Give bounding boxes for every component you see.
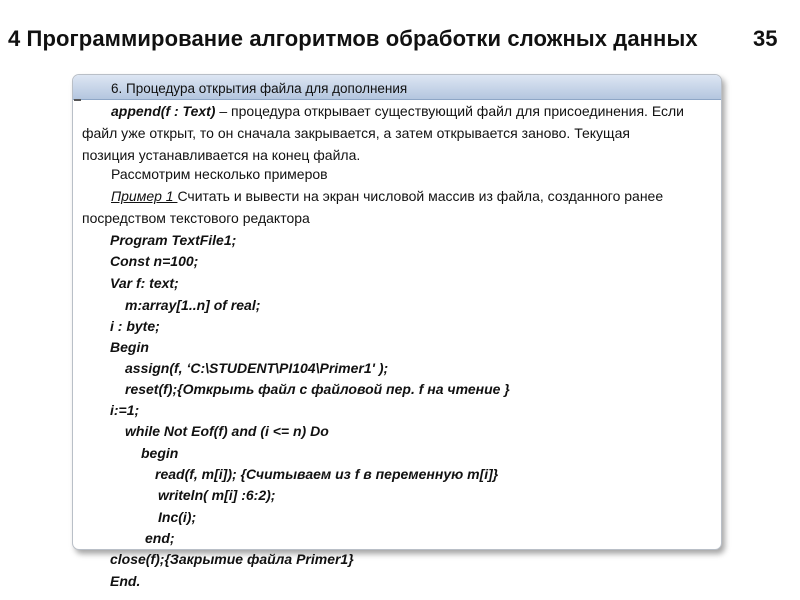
- code-line: end;: [145, 530, 175, 546]
- append-description-line-2: файл уже открыт, то он сначала закрывается, а затем открывается заново. Текущая: [82, 125, 630, 141]
- append-description-line-1: [111, 103, 684, 120]
- example-1-text: Считать и вывести на экран числовой массив из файла, созданного ранее: [177, 188, 664, 204]
- code-line: End.: [110, 573, 141, 589]
- page-number: 35: [753, 26, 778, 51]
- code-line: Var f: text;: [110, 275, 179, 291]
- section-heading: 6. Процедура открытия файла для дополнения: [111, 81, 408, 96]
- code-line: Inc(i);: [158, 509, 197, 525]
- code-line: Begin: [110, 339, 149, 355]
- code-line: Program TextFile1;: [110, 232, 237, 248]
- code-line: m:array[1..n] of real;: [125, 297, 261, 313]
- example-1-label: Пример 1: [111, 188, 178, 204]
- code-line: assign(f, ‘C:\STUDENT\PI104\Primer1' );: [125, 360, 389, 376]
- code-line: reset(f);{Открыть файл с файловой пер. f на чтение }: [125, 381, 510, 397]
- append-signature: append(f : Text): [111, 103, 216, 119]
- example-1-line-1: [111, 188, 663, 205]
- slide-title: 4 Программирование алгоритмов обработки сложных данных: [8, 26, 698, 51]
- append-description-line-3: позиция устанавливается на конец файла.: [82, 147, 361, 163]
- code-line: close(f);{Закрытие файла Primer1}: [110, 551, 354, 567]
- code-line: i : byte;: [110, 318, 160, 334]
- code-line: i:=1;: [110, 402, 140, 418]
- code-line: while Not Eof(f) and (i <= n) Do: [125, 423, 329, 439]
- bullet-marker: [74, 99, 81, 101]
- append-description-text: – процедура открывает существующий файл для присоединения. Если: [215, 103, 684, 119]
- code-line: read(f, m[i]); {Считываем из f в переменную m[i]}: [155, 466, 499, 482]
- example-1-line-2: посредством текстового редактора: [82, 210, 310, 226]
- code-line: writeln( m[i] :6:2);: [158, 487, 276, 503]
- examples-intro: Рассмотрим несколько примеров: [111, 166, 328, 182]
- code-line: begin: [141, 445, 179, 461]
- code-line: Const n=100;: [110, 253, 199, 269]
